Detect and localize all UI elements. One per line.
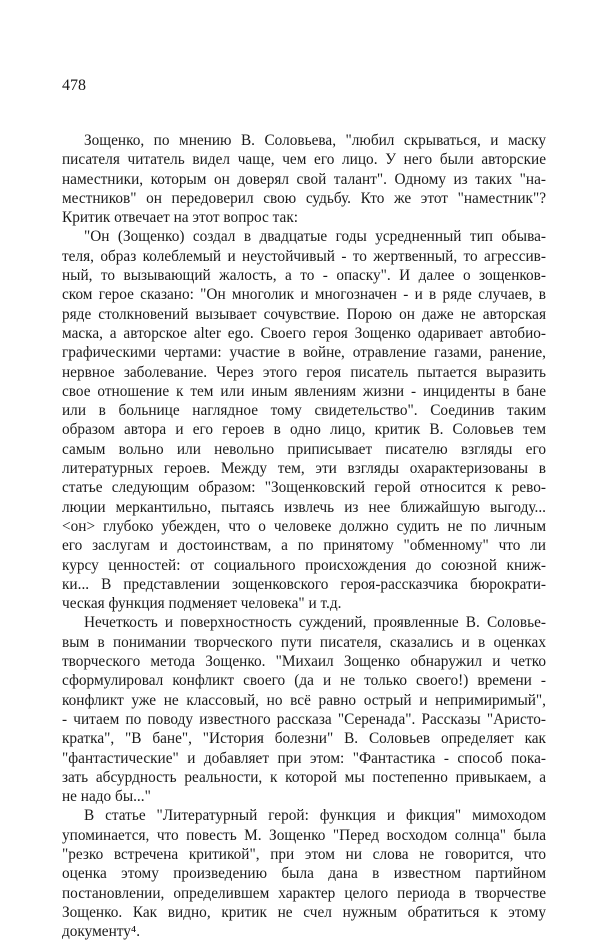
text-line: ском герое сказано: "Он многолик и многозначен - и в ряде случаев, в xyxy=(62,286,546,304)
text-line: Нечеткость и поверхностность суждений, проявленные В. Соловье- xyxy=(84,614,546,632)
text-line: наместники, которым он доверял свой талант". Одному из таких "на- xyxy=(62,170,546,188)
text-line: В статье "Литературный герой: функция и фикция" мимоходом xyxy=(84,807,546,825)
text-line: ки... В представлении зощенковского героя-рассказчика бюрократи- xyxy=(62,575,546,593)
text-line: "Он (Зощенко) создал в двадцатые годы усредненный тип обыва- xyxy=(84,228,546,246)
text-line: - читаем по поводу известного рассказа "Серенада". Рассказы "Аристо- xyxy=(62,710,546,728)
text-line: постановлении, определившем характер целого периода в творчестве xyxy=(62,884,546,902)
text-line: образом автора и его героев в одно лицо, критик В. Соловьев тем xyxy=(62,421,546,439)
text-line: документу⁴. xyxy=(62,923,141,941)
text-line: не надо бы..." xyxy=(62,788,151,806)
text-line: люции меркантильно, пытаясь извлечь из нее ближайшую выгоду... xyxy=(62,498,546,516)
text-line: нервное заболевание. Через этого героя писатель пытается выразить xyxy=(62,363,546,381)
text-line: свое отношение к тем или иным явлениям жизни - инциденты в бане xyxy=(62,382,546,400)
text-line: Зощенко, по мнению В. Соловьева, "любил скрываться, и маску xyxy=(84,132,546,149)
text-line: вым в понимании творческого пути писателя, сказались и в оценках xyxy=(62,633,546,651)
text-line: писателя читатель видел чаще, чем его лицо. У него были авторские xyxy=(62,151,546,169)
text-line: литературных героев. Между тем, эти взгляды охарактеризованы в xyxy=(62,460,546,478)
body-text xyxy=(62,131,546,941)
text-line: конфликт уже не классовый, но всё равно острый и непримиримый", xyxy=(62,691,546,709)
text-line: ческая функция подменяет человека" и т.д. xyxy=(62,595,342,613)
text-line: теля, образ колеблемый и неустойчивый - то жертвенный, то агрессив- xyxy=(62,247,546,265)
text-line: статье следующим образом: "Зощенковский герой относится к рево- xyxy=(62,479,546,497)
text-line: графическими чертами: участие в войне, отравление газами, ранение, xyxy=(62,344,546,362)
text-line: местников" он передоверил свою судьбу. Кто же этот "наместник"? xyxy=(62,189,546,207)
text-line: творческого метода Зощенко. "Михаил Зощенко обнаружил и четко xyxy=(62,653,546,671)
text-line: Зощенко. Как видно, критик не счел нужным обратиться к этому xyxy=(62,903,546,921)
text-line: маска, а авторское alter ego. Своего героя Зощенко одаривает автобио- xyxy=(62,324,546,342)
text-line: упоминается, что повесть М. Зощенко "Перед восходом солнца" была xyxy=(62,826,546,844)
text-line: кратка", "В бане", "История болезни" В. Соловьев определяет как xyxy=(62,730,546,748)
text-line: ряде столкновений вызывает сочувствие. Порою он даже не авторская xyxy=(62,305,546,323)
text-line: Критик отвечает на этот вопрос так: xyxy=(62,209,299,227)
text-line: курсу ценностей: от социального происхождения до союзной книж- xyxy=(62,556,546,574)
text-line: оценка этому произведению была дана в известном партийном xyxy=(62,865,546,883)
text-line: самым вольно или невольно приписывает писателю взгляды его xyxy=(62,440,546,458)
text-line: ный, то вызывающий жалость, а то - опаску". И далее о зощенков- xyxy=(62,267,546,285)
text-line: <он> глубоко убежден, что о человеке должно судить не по личным xyxy=(62,517,546,535)
text-line: сформулировал конфликт своего (да и не только своего!) времени - xyxy=(62,672,546,690)
text-line: "фантастические" и добавляет при этом: "Фантастика - способ пока- xyxy=(62,749,546,767)
text-line: его заслугам и достоинствам, а по принятому "обменному" что ли xyxy=(62,537,546,555)
text-line: или в больнице наглядное тому свидетельство". Соединив таким xyxy=(62,402,546,420)
page-number: 478 xyxy=(62,77,86,94)
text-line: зать абсурдность реальности, к которой мы постепенно привыкаем, а xyxy=(62,768,546,786)
text-line: "резко встречена критикой", при этом ни слова не говорится, что xyxy=(62,845,546,863)
